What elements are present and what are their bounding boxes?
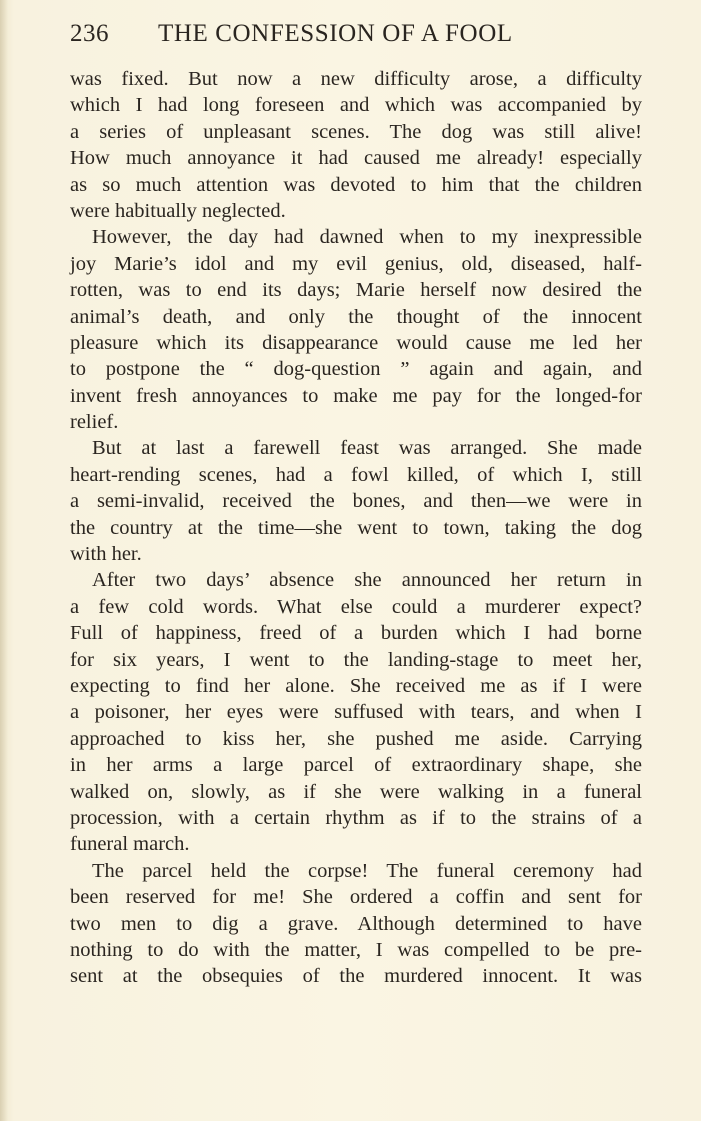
text-line: invent fresh annoyances to make me pay for the longed-for [70, 384, 642, 407]
text-line: joy Marie’s idol and my evil genius, old, diseased, half- [70, 252, 642, 275]
text-line: two men to dig a grave. Although determined to have [70, 912, 642, 935]
text-line: After two days’ absence she announced her return in [92, 569, 642, 592]
text-line: rotten, was to end its days; Marie herself now desired the [70, 279, 642, 302]
text-line: were habitually neglected. [70, 199, 286, 222]
text-line: nothing to do with the matter, I was compelled to be pre- [70, 938, 642, 961]
text-line: relief. [70, 411, 119, 434]
page-header [70, 20, 642, 54]
text-line: to postpone the “ dog-question ” again and again, and [70, 358, 642, 381]
text-line: animal’s death, and only the thought of the innocent [70, 305, 642, 328]
running-title: THE CONFESSION OF A FOOL [158, 20, 513, 47]
text-line: been reserved for me! She ordered a coffin and sent for [70, 886, 642, 909]
text-line: which I had long foreseen and which was accompanied by [70, 94, 642, 117]
binding-shadow [0, 0, 8, 1121]
text-line: a few cold words. What else could a murderer expect? [70, 595, 642, 618]
text-line: funeral march. [70, 833, 190, 856]
text-line: But at last a farewell feast was arranged. She made [92, 437, 642, 460]
text-line: a poisoner, her eyes were suffused with tears, and when I [70, 701, 642, 724]
text-line: procession, with a certain rhythm as if to the strains of a [70, 806, 642, 829]
text-line: Full of happiness, freed of a burden which I had borne [70, 622, 642, 645]
text-line: approached to kiss her, she pushed me aside. Carrying [70, 727, 642, 750]
text-line: the country at the time—she went to town, taking the dog [70, 516, 642, 539]
text-line: in her arms a large parcel of extraordinary shape, she [70, 754, 642, 777]
text-line: sent at the obsequies of the murdered innocent. It was [70, 965, 642, 988]
text-line: was fixed. But now a new difficulty arose, a difficulty [70, 68, 642, 90]
text-line: The parcel held the corpse! The funeral ceremony had [92, 859, 642, 882]
text-line: a series of unpleasant scenes. The dog was still alive! [70, 120, 642, 143]
body-text [70, 66, 642, 990]
text-line: pleasure which its disappearance would cause me led her [70, 331, 642, 354]
text-line: How much annoyance it had caused me already! especially [70, 147, 642, 170]
text-line: with her. [70, 543, 142, 566]
text-line: expecting to find her alone. She received me as if I were [70, 674, 642, 697]
text-line: a semi-invalid, received the bones, and then—we were in [70, 490, 642, 513]
text-line: However, the day had dawned when to my inexpressible [92, 226, 642, 249]
text-line: walked on, slowly, as if she were walking in a funeral [70, 780, 642, 803]
text-line: as so much attention was devoted to him that the children [70, 173, 642, 196]
text-line: heart-rending scenes, had a fowl killed, of which I, still [70, 463, 642, 486]
text-line: for six years, I went to the landing-stage to meet her, [70, 648, 642, 671]
page-number: 236 [70, 20, 109, 47]
